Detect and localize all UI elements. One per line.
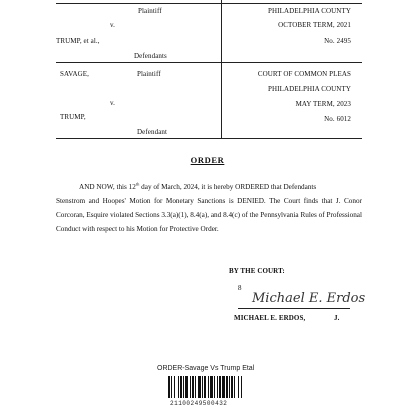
caption-separator-rule bbox=[56, 62, 362, 63]
caption-bottom-court-line-1: COURT OF COMMON PLEAS bbox=[257, 70, 351, 78]
caption-bottom-court-line-3: MAY TERM, 2023 bbox=[295, 100, 351, 108]
caption-bottom-plaintiff-name: SAVAGE, bbox=[60, 70, 90, 78]
caption-top-defendants-label: Defendants bbox=[134, 52, 167, 60]
caption-top-divider bbox=[221, 0, 222, 62]
judge-name: MICHAEL E. ERDOS, bbox=[234, 314, 306, 322]
caption-top-court-line-3: No. 2495 bbox=[324, 37, 351, 45]
order-body: Stenstrom and Hoopes' Motion for Monetary Sanctions is DENIED. The Court finds that J. Conor Corcoran, Esquire violated Sections 3.3(a)(1), 8.4(a), and 8.4(c) of the Pennsylvania Rules of Professional Conduct with respect to his Motion for Protective Order. bbox=[56, 197, 362, 233]
order-title: ORDER bbox=[190, 155, 225, 165]
caption-bottom-court-line-2: PHILADELPHIA COUNTY bbox=[268, 85, 351, 93]
order-first-line-pre: AND NOW, this 12 bbox=[79, 183, 136, 191]
caption-bottom-defendant-label: Defendant bbox=[137, 128, 168, 136]
by-the-court-label: BY THE COURT: bbox=[229, 267, 285, 275]
barcode-number: 21100249500432 bbox=[170, 400, 228, 407]
caption-bottom-defendant-name: TRUMP, bbox=[60, 113, 86, 121]
caption-top-plaintiff-label: Plaintiff bbox=[138, 7, 162, 15]
signature-line bbox=[238, 308, 350, 309]
barcode bbox=[167, 376, 269, 398]
caption-top-defendant-name: TRUMP, et al., bbox=[56, 37, 100, 45]
caption-bottom-divider bbox=[221, 62, 222, 138]
caption-top-court-line-2: OCTOBER TERM, 2021 bbox=[278, 21, 351, 29]
caption-top-rule bbox=[56, 3, 362, 4]
judge-suffix: J. bbox=[334, 314, 340, 322]
order-first-line-post: day of March, 2024, it is hereby ORDERED that Defendants bbox=[139, 183, 317, 191]
barcode-label: ORDER-Savage Vs Trump Etal bbox=[157, 365, 255, 372]
caption-top-court-line-1: PHILADELPHIA COUNTY bbox=[268, 7, 351, 15]
caption-bottom-versus: v. bbox=[110, 99, 115, 107]
order-first-line bbox=[79, 180, 379, 194]
caption-bottom-rule bbox=[56, 138, 362, 139]
signature-mark: 8 bbox=[238, 284, 242, 292]
judge-signature-script: Michael E. Erdos bbox=[252, 291, 366, 306]
caption-top-versus: v. bbox=[110, 21, 115, 29]
order-first-line-sup: th bbox=[135, 181, 140, 187]
caption-bottom-plaintiff-label: Plaintiff bbox=[137, 70, 161, 78]
caption-bottom-court-line-4: No. 6012 bbox=[324, 115, 351, 123]
